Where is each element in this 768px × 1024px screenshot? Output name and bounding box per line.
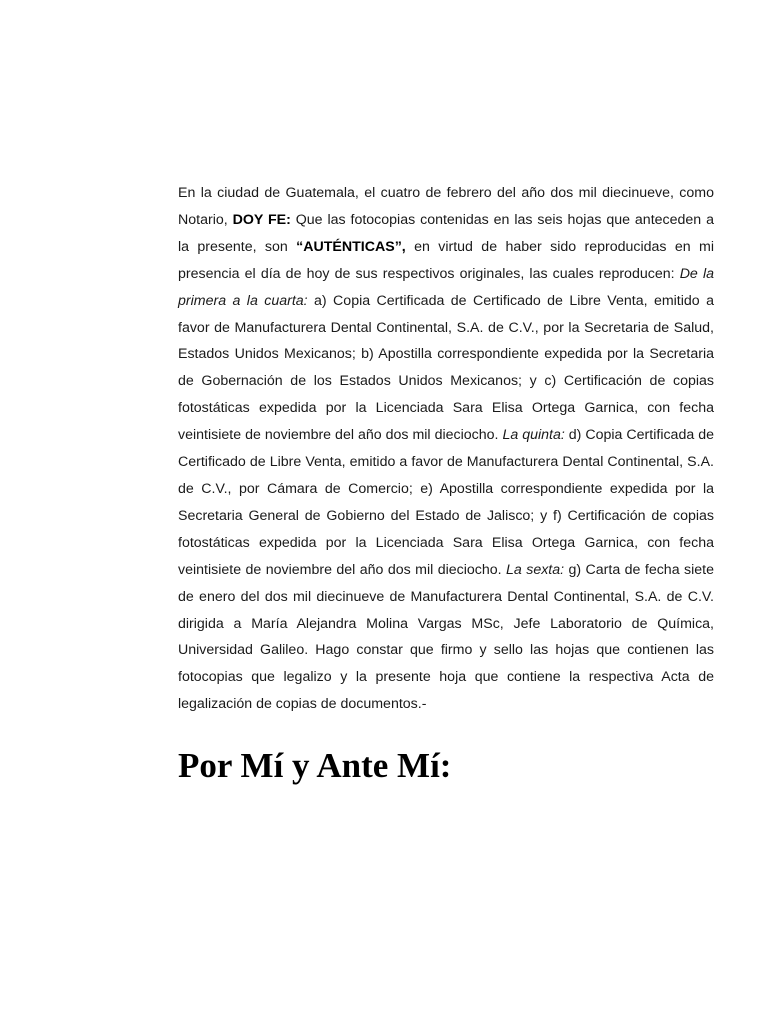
- section-heading-fifth: La quinta:: [502, 427, 565, 444]
- section-heading-sixth: La sexta:: [506, 561, 565, 578]
- autenticas-emphasis: “AUTÉNTICAS”,: [296, 238, 406, 255]
- text-segment: g) Carta de fecha siete de enero del dos mil diecinueve de Manufacturera Dental Continental, S.A. de C.V. dirigida a María Alejandra Molina Vargas MSc, Jefe Laboratorio de Química, Universidad Galileo. Hago constar que firmo y sello las hojas que contienen las fotocopias que legalizo y la presente hoja que contiene la respectiva Acta de legalización de copias de documentos.-: [178, 561, 714, 713]
- text-segment: a) Copia Certificada de Certificado de Libre Venta, emitido a favor de Manufacturera Dental Continental, S.A. de C.V., por la Secretaria de Salud, Estados Unidos Mexicanos; b) Apostilla correspondiente expedida por la Secretaria de Gobernación de los Estados Unidos Mexicanos; y c) Certificación de copias fotostáticas expedida por la Licenciada Sara Elisa Ortega Garnica, con fecha veintisiete de noviembre del año dos mil dieciocho.: [178, 292, 714, 444]
- text-segment: En la ciudad de Guatemala, el cuatro de febrero del año dos mil diecinueve, como Notario,: [178, 185, 714, 228]
- text-segment: d) Copia Certificada de Certificado de Libre Venta, emitido a favor de Manufacturera Dental Continental, S.A. de C.V., por Cámara de Comercio; e) Apostilla correspondiente expedida por la Secretaria General de Gobierno del Estado de Jalisco; y f) Certificación de copias fotostáticas expedida por la Licenciada Sara Elisa Ortega Garnica, con fecha veintisiete de noviembre del año dos mil dieciocho.: [178, 427, 714, 578]
- text-segment: en virtud de haber sido reproducidas en mi presencia el día de hoy de sus respectivos originales, las cuales reproducen:: [178, 238, 714, 282]
- legalization-paragraph: [178, 180, 714, 718]
- closing-formula: Por Mí y Ante Mí:: [178, 746, 452, 785]
- section-heading-first-to-fourth: De la primera a la cuarta:: [178, 265, 714, 309]
- text-segment: Que las fotocopias contenidas en las seis hojas que anteceden a la presente, son: [178, 211, 714, 255]
- doy-fe-emphasis: DOY FE:: [232, 211, 291, 228]
